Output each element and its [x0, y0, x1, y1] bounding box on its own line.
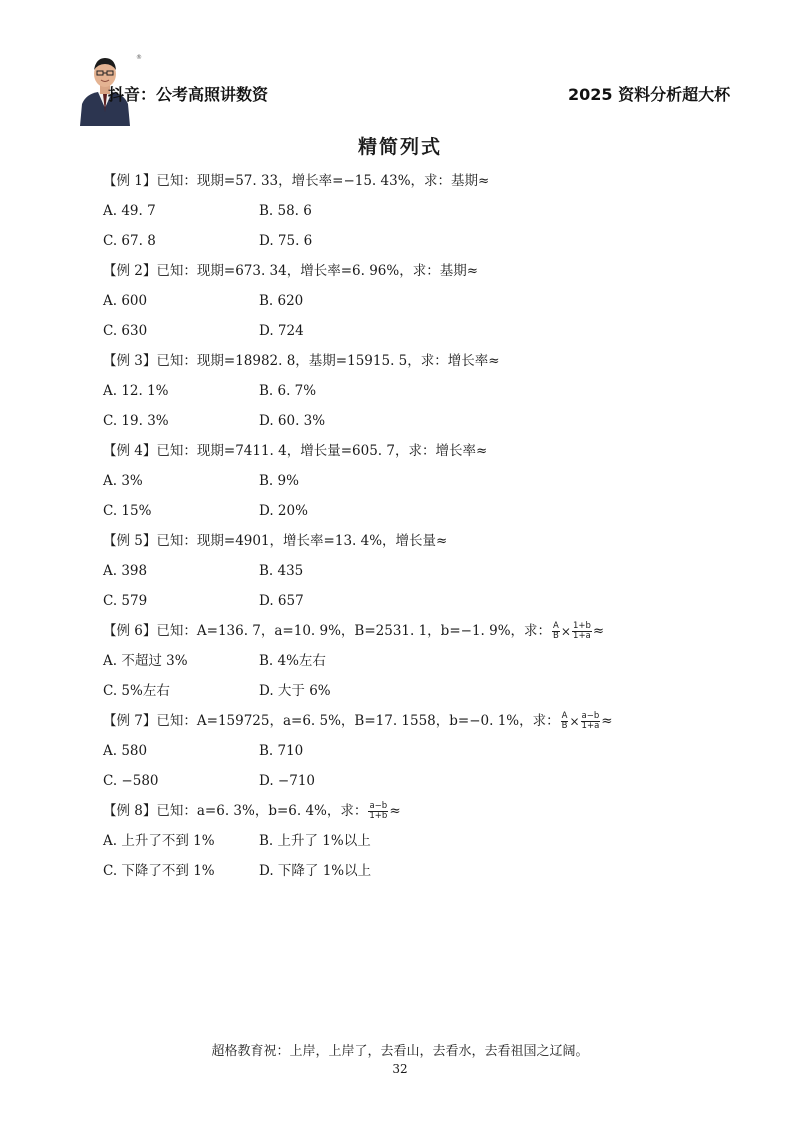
example-question-text: 【例 7】已知：A=159725，a=6. 5%，B=17. 1558，b=−0. 1%，求： [103, 713, 560, 729]
fraction-numerator: 1+b [572, 621, 591, 631]
option-c: C. 19. 3% [103, 413, 169, 429]
option-b: B. 6. 7% [259, 383, 317, 399]
option-a: A. 上升了不到 1% [103, 833, 215, 849]
option-c: C. 579 [103, 593, 148, 609]
option-d: D. 724 [259, 323, 304, 339]
times-sign: × [569, 714, 580, 729]
option-row [103, 410, 703, 440]
option-a: A. 不超过 3% [103, 653, 188, 669]
option-d: D. 大于 6% [259, 683, 331, 699]
example-question: 【例 1】已知：现期=57. 33，增长率=−15. 43%，求：基期≈ [103, 173, 490, 189]
option-row [103, 590, 703, 620]
option-row [103, 200, 703, 230]
option-b: B. 上升了 1%以上 [259, 833, 371, 849]
fraction-denominator: 1+b [369, 811, 388, 821]
option-row [103, 830, 703, 860]
option-b: B. 435 [259, 563, 304, 579]
option-b: B. 620 [259, 293, 304, 309]
option-b: B. 9% [259, 473, 299, 489]
fraction [368, 802, 388, 821]
example-question: 【例 2】已知：现期=673. 34，增长率=6. 96%，求：基期≈ [103, 263, 479, 279]
option-row [103, 320, 703, 350]
option-d: D. 657 [259, 593, 304, 609]
option-row [103, 500, 703, 530]
option-a: A. 580 [103, 743, 148, 759]
option-row [103, 740, 703, 770]
registered-mark: ® [136, 54, 142, 61]
option-a: A. 600 [103, 293, 148, 309]
example-question: 【例 3】已知：现期=18982. 8，基期=15915. 5，求：增长率≈ [103, 353, 500, 369]
option-b: B. 4%左右 [259, 653, 326, 669]
option-a: A. 398 [103, 563, 148, 579]
option-row [103, 230, 703, 260]
option-c: C. 下降了不到 1% [103, 863, 215, 879]
option-a: A. 12. 1% [103, 383, 169, 399]
option-row [103, 380, 703, 410]
footer-motto: 超格教育祝：上岸，上岸了，去看山，去看水，去看祖国之辽阔。 [211, 1044, 589, 1059]
approx-sign: ≈ [601, 713, 613, 729]
option-c: C. 15% [103, 503, 152, 519]
example-question [103, 620, 703, 650]
page-number: 32 [392, 1062, 408, 1076]
fraction-numerator: A [553, 621, 559, 631]
option-a: A. 49. 7 [103, 203, 156, 219]
option-row [103, 560, 703, 590]
option-d: D. 75. 6 [259, 233, 313, 249]
option-row [103, 680, 703, 710]
option-c: C. −580 [103, 773, 159, 789]
option-row [103, 650, 703, 680]
fraction [552, 622, 560, 641]
fraction [561, 712, 569, 731]
approx-sign: ≈ [389, 803, 401, 819]
example-question-text: 【例 6】已知：A=136. 7，a=10. 9%，B=2531. 1，b=−1. 9%，求： [103, 623, 552, 639]
fraction-denominator: 1+a [581, 721, 600, 731]
fraction-numerator: a−b [369, 801, 388, 811]
fraction [572, 622, 592, 641]
header-left-text: 抖音：公考高照讲数资 [108, 85, 269, 104]
option-c: C. 5%左右 [103, 683, 170, 699]
option-row [103, 770, 703, 800]
option-row [103, 290, 703, 320]
example-question: 【例 5】已知：现期=4901，增长率=13. 4%，增长量≈ [103, 533, 448, 549]
option-d: D. 60. 3% [259, 413, 326, 429]
approx-sign: ≈ [592, 623, 605, 639]
option-d: D. −710 [259, 773, 316, 789]
fraction-denominator: 1+a [573, 631, 591, 641]
header-right-text: 2025 资料分析超大杯 [568, 85, 731, 104]
example-question [103, 710, 703, 740]
example-question [103, 800, 703, 830]
option-b: B. 58. 6 [259, 203, 312, 219]
fraction-numerator: A [561, 711, 568, 721]
example-question: 【例 4】已知：现期=7411. 4，增长量=605. 7，求：增长率≈ [103, 443, 488, 459]
option-d: D. 20% [259, 503, 308, 519]
fraction-denominator: B [561, 721, 568, 731]
option-c: C. 630 [103, 323, 148, 339]
option-b: B. 710 [259, 743, 304, 759]
option-a: A. 3% [103, 473, 143, 489]
page-header [78, 52, 738, 130]
fraction-denominator: B [553, 631, 559, 641]
option-d: D. 下降了 1%以上 [259, 863, 372, 879]
example-question-text: 【例 8】已知：a=6. 3%，b=6. 4%，求： [103, 803, 368, 819]
page-title: 精简列式 [357, 136, 442, 158]
examples-list [103, 170, 703, 890]
fraction-numerator: a−b [581, 711, 600, 721]
option-row [103, 860, 703, 890]
option-c: C. 67. 8 [103, 233, 156, 249]
option-row [103, 470, 703, 500]
fraction [581, 712, 601, 731]
times-sign: × [560, 624, 571, 639]
